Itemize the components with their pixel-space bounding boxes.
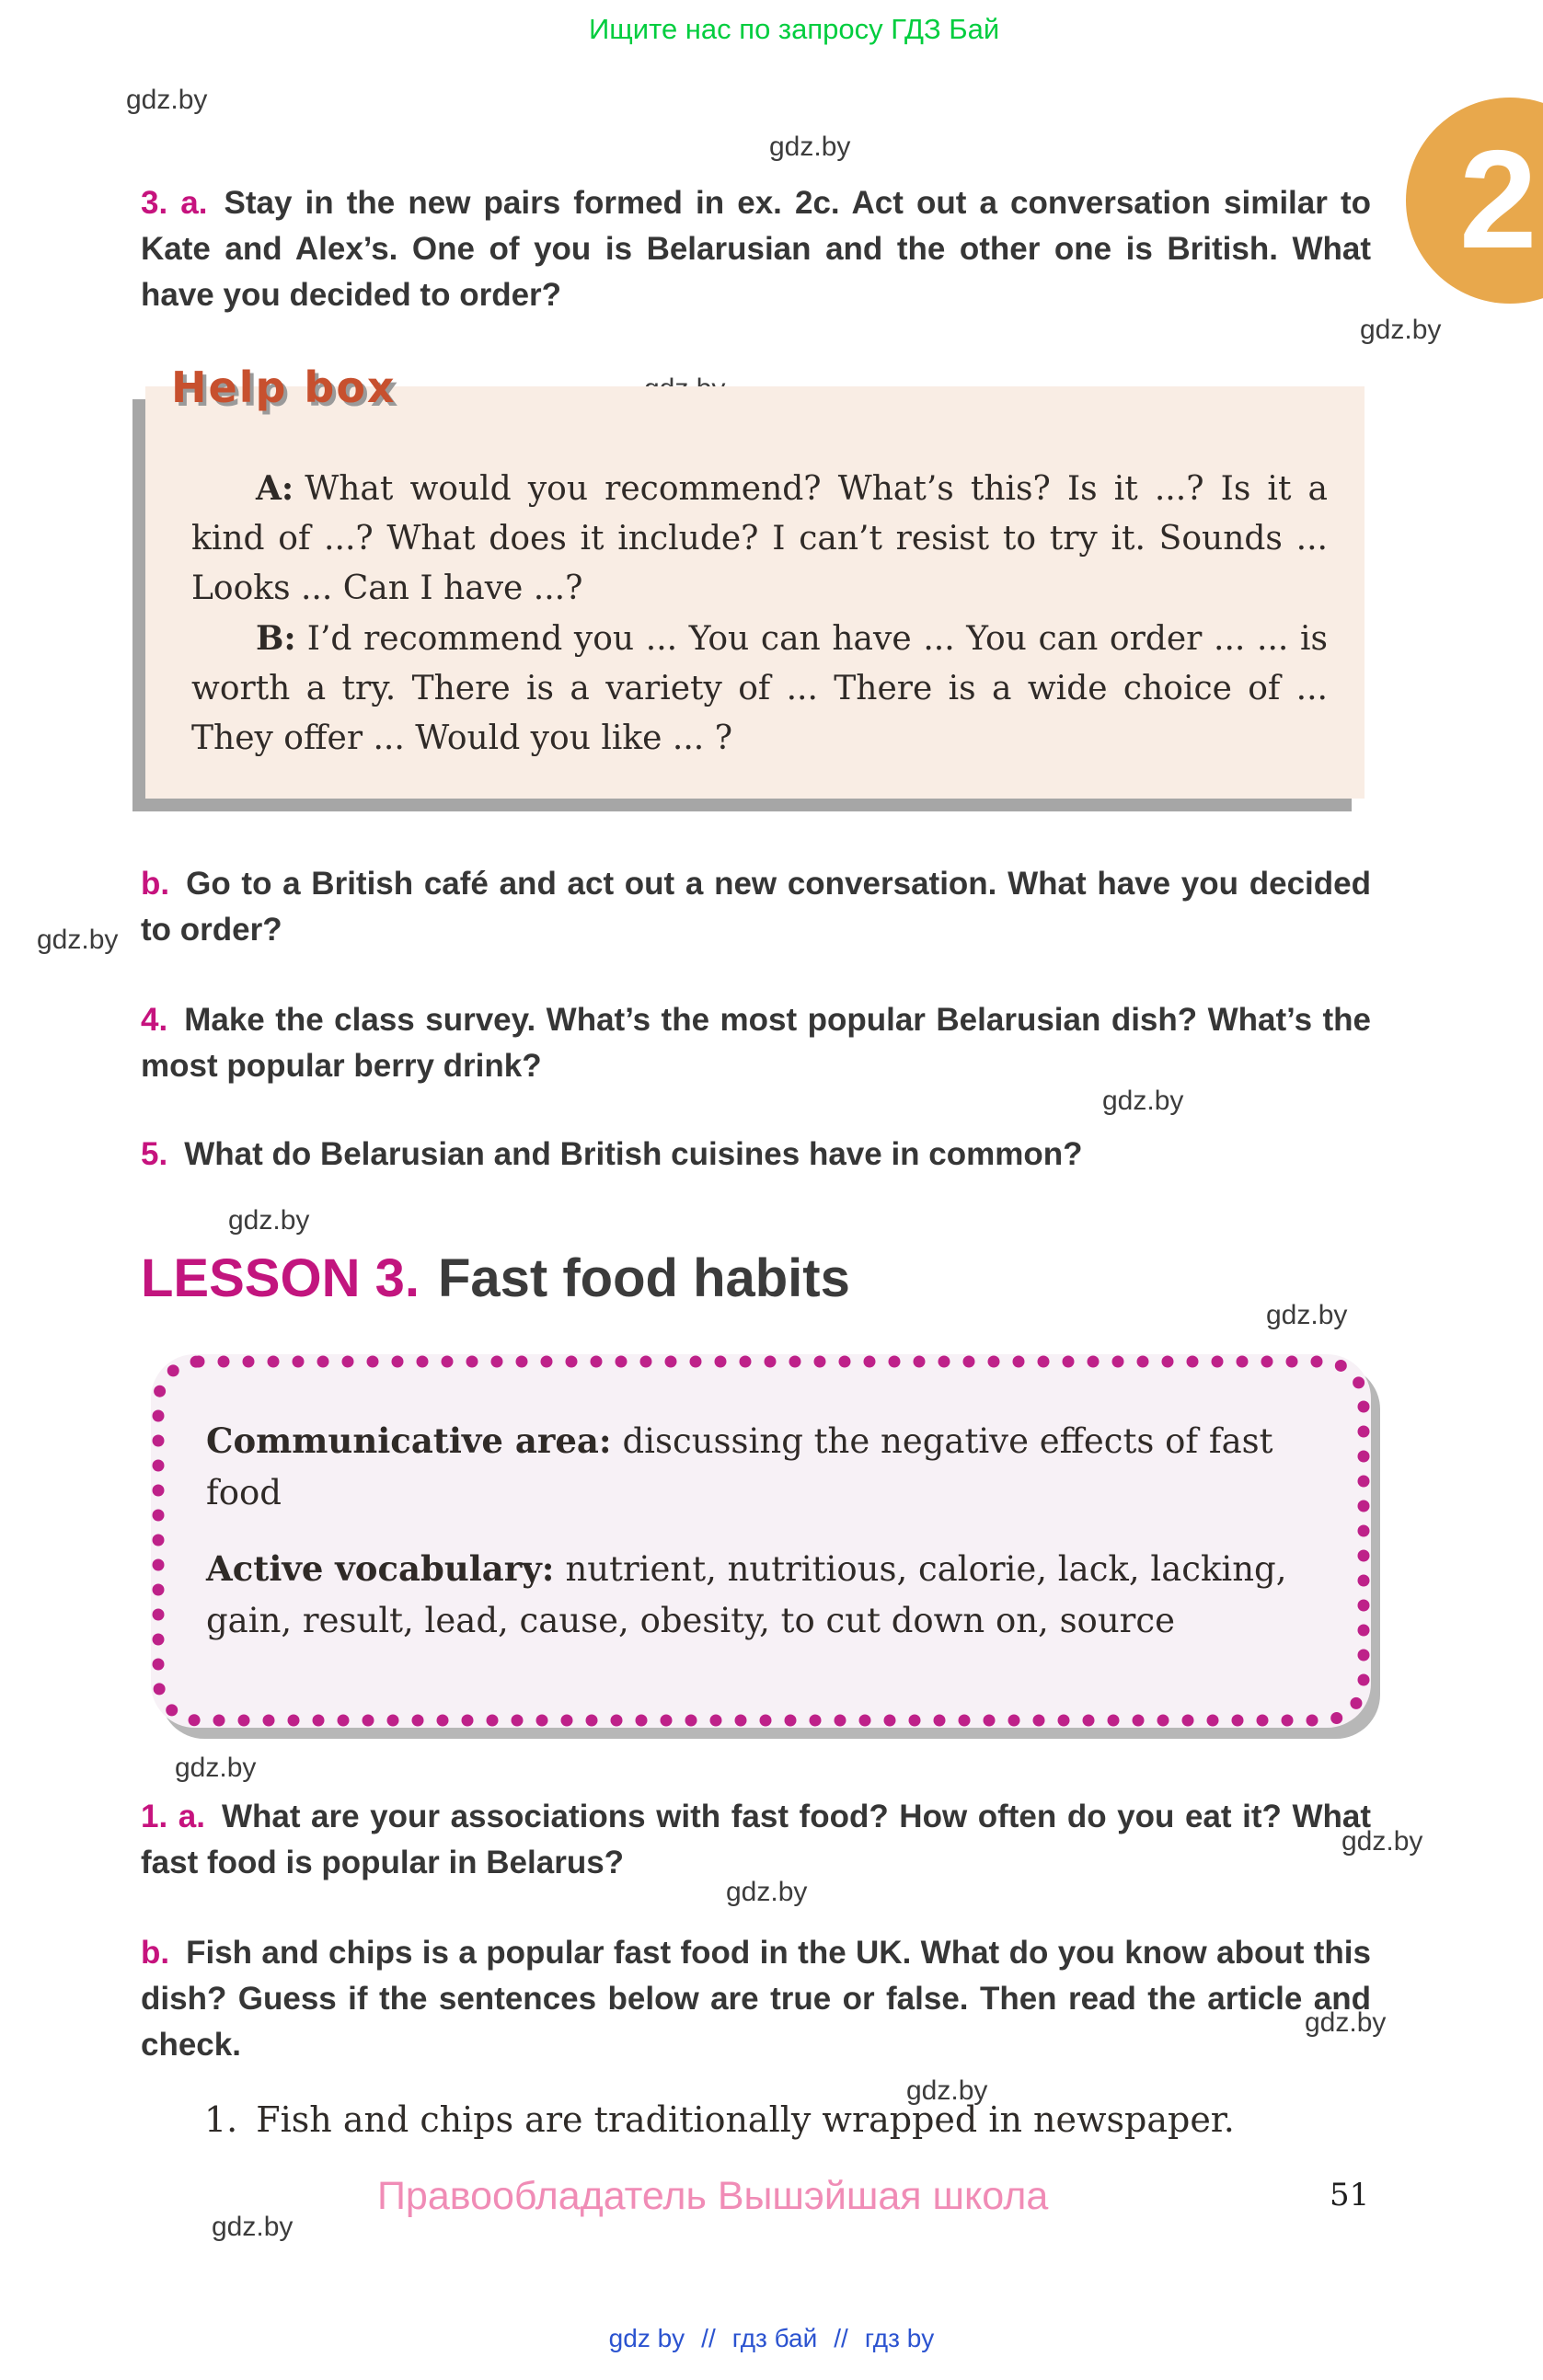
- exercise-5: [141, 1132, 1371, 1178]
- gdz-watermark: gdz.by: [228, 1205, 310, 1236]
- gdz-watermark: gdz.by: [175, 1753, 257, 1783]
- exercise-text: Stay in the new pairs formed in ex. 2c. Act out a conversation similar to Kate and Alex’s. One of you is Belarusian and the other one is British. What have you decided to order?: [141, 185, 1371, 313]
- gdz-watermark: gdz.by: [212, 2212, 294, 2242]
- gdz-watermark: gdz.by: [1360, 315, 1442, 345]
- communicative-area-text: discussing the negative effects of fast food: [206, 1421, 1273, 1512]
- footer-links: [0, 2324, 1543, 2353]
- exercise-1a: [141, 1794, 1371, 1886]
- gdz-watermark: gdz.by: [769, 132, 851, 162]
- gdz-watermark: gdz.by: [1305, 2007, 1387, 2038]
- footer-link-separator: //: [701, 2324, 716, 2352]
- gdz-watermark: gdz.by: [37, 925, 119, 955]
- exercise-number: 1. a.: [141, 1799, 205, 1834]
- active-vocabulary: [206, 1543, 1316, 1647]
- exercise-text: Make the class survey. What’s the most popular Belarusian dish? What’s the most popular berry drink?: [141, 1002, 1371, 1084]
- footer-link-gdz-by[interactable]: gdz by: [608, 2324, 685, 2352]
- help-box-title: Help box: [171, 362, 397, 412]
- gdz-watermark: gdz.by: [726, 1877, 808, 1907]
- exercise-text: What do Belarusian and British cuisines have in common?: [184, 1136, 1083, 1172]
- footer-link-separator: //: [834, 2324, 848, 2352]
- lesson-info-box: [151, 1354, 1371, 1728]
- exercise-text: Fish and chips is a popular fast food in the UK. What do you know about this dish? Guess if the sentences below are true or false. Then read the article and check.: [141, 1935, 1371, 2063]
- help-box: [145, 362, 1365, 799]
- exercise-number: 4.: [141, 1002, 168, 1038]
- lesson-number-label: LESSON 3.: [141, 1248, 420, 1308]
- exercise-1b: [141, 1930, 1371, 2068]
- communicative-area-label: Communicative area:: [206, 1420, 612, 1461]
- gdz-watermark: gdz.by: [126, 85, 208, 115]
- page-number: 51: [1330, 2177, 1370, 2213]
- unit-number: 2: [1459, 121, 1537, 278]
- statement-text: Fish and chips are traditionally wrapped in newspaper.: [256, 2099, 1235, 2140]
- search-promo-note: Ищите нас по запросу ГДЗ Бай: [589, 13, 1000, 45]
- active-vocabulary-label: Active vocabulary:: [206, 1548, 555, 1589]
- exercise-number: 3. a.: [141, 185, 208, 221]
- exercise-number: 5.: [141, 1136, 168, 1172]
- help-box-line-a: [191, 464, 1328, 614]
- exercise-number: b.: [141, 1935, 170, 1971]
- exercise-text: Go to a British café and act out a new conversation. What have you decided to order?: [141, 866, 1371, 948]
- exercise-text: What are your associations with fast food? How often do you eat it? What fast food is popular in Belarus?: [141, 1799, 1371, 1880]
- speaker-b-label: B:: [256, 619, 296, 658]
- speaker-b-text: I’d recommend you ... You can have ... You can order ... ... is worth a try. There is a variety of ... There is a wide choice of ... They offer ... Would you like ... ?: [191, 620, 1328, 757]
- gdz-watermark: gdz.by: [906, 2075, 988, 2106]
- footer-link-gdz-bai[interactable]: гдз бай: [731, 2324, 818, 2352]
- exercise-number: b.: [141, 866, 170, 902]
- exercise-4: [141, 997, 1371, 1089]
- exercise-3b: [141, 861, 1371, 953]
- statement-number: 1.: [204, 2099, 238, 2140]
- gdz-watermark: gdz.by: [1102, 1086, 1184, 1116]
- statement-1: [204, 2099, 1235, 2140]
- help-box-line-b: [191, 614, 1328, 764]
- help-box-body: [145, 386, 1365, 764]
- gdz-watermark: gdz.by: [1341, 1826, 1423, 1857]
- communicative-area: [206, 1415, 1316, 1519]
- speaker-a-label: A:: [256, 469, 294, 508]
- speaker-a-text: What would you recommend? What’s this? Is it ...? Is it a kind of ...? What does it include? I can’t resist to try it. Sounds ... Looks ... Can I have ...?: [191, 470, 1328, 607]
- lesson-info-body: [151, 1354, 1371, 1647]
- copyright-notice: Правообладатель Вышэйшая школа: [377, 2174, 1049, 2218]
- active-vocabulary-text: nutrient, nutritious, calorie, lack, lacking, gain, result, lead, cause, obesity, to cut down on, source: [206, 1549, 1287, 1640]
- unit-number-badge: [1406, 98, 1543, 304]
- lesson-title-text: Fast food habits: [437, 1248, 850, 1308]
- lesson-heading: [141, 1247, 850, 1309]
- footer-link-gdz-by-ru[interactable]: гдз by: [864, 2324, 935, 2352]
- exercise-3a: [141, 180, 1371, 318]
- gdz-watermark: gdz.by: [1266, 1300, 1348, 1330]
